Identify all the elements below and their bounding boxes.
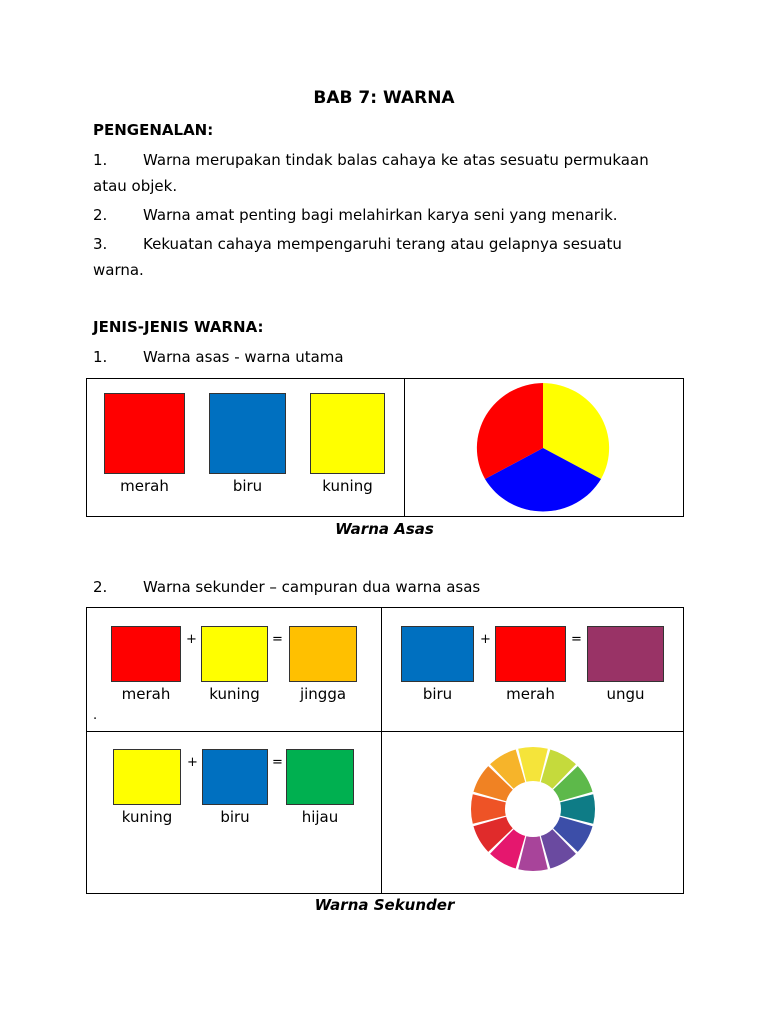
table-divider	[404, 378, 405, 517]
stray-dot: .	[93, 708, 98, 723]
mix2-label-ungu: ungu	[606, 685, 645, 703]
swatch-label-kuning: kuning	[322, 477, 373, 495]
mix3-label-kuning: kuning	[121, 808, 173, 826]
color-wheel-image	[466, 745, 600, 873]
secondary-table-hdivider	[86, 731, 684, 732]
types-heading: JENIS-JENIS WARNA:	[93, 318, 264, 336]
swatch-kuning	[310, 393, 385, 474]
equals-sign: =	[272, 632, 283, 647]
mix2-label-merah: merah	[506, 685, 555, 703]
plus-sign: +	[187, 755, 198, 770]
primary-number: 1.	[93, 348, 108, 366]
mix3-swatch-biru	[202, 749, 268, 805]
secondary-table-vdivider	[381, 607, 382, 894]
mix1-label-merah: merah	[121, 685, 171, 703]
intro-item-2-line1: Warna amat penting bagi melahirkan karya seni yang menarik.	[143, 206, 618, 224]
mix1-swatch-kuning	[201, 626, 268, 682]
swatch-merah	[104, 393, 185, 474]
mix1-swatch-merah	[111, 626, 181, 682]
mix3-swatch-hijau	[286, 749, 354, 805]
secondary-caption: Warna Sekunder	[314, 896, 455, 914]
plus-sign: +	[186, 632, 197, 647]
mix3-label-hijau: hijau	[301, 808, 339, 826]
equals-sign: =	[571, 632, 582, 647]
intro-item-2-number: 2.	[93, 206, 108, 224]
plus-sign: +	[480, 632, 491, 647]
intro-item-3-line1: Kekuatan cahaya mempengaruhi terang atau gelapnya sesuatu	[143, 235, 622, 253]
primary-color-pie-image	[470, 380, 616, 516]
mix3-swatch-kuning	[113, 749, 181, 805]
equals-sign: =	[272, 755, 283, 770]
mix2-swatch-ungu	[587, 626, 664, 682]
mix1-label-kuning: kuning	[209, 685, 260, 703]
page-title: BAB 7: WARNA	[313, 88, 455, 108]
intro-item-1-line1: Warna merupakan tindak balas cahaya ke atas sesuatu permukaan	[143, 151, 649, 169]
intro-item-3-number: 3.	[93, 235, 108, 253]
intro-item-1-line2: atau objek.	[93, 177, 178, 195]
swatch-biru	[209, 393, 286, 474]
primary-label: Warna asas - warna utama	[143, 348, 344, 366]
intro-heading: PENGENALAN:	[93, 121, 214, 139]
mix1-swatch-jingga	[289, 626, 357, 682]
mix2-swatch-biru	[401, 626, 474, 682]
mix3-label-biru: biru	[220, 808, 250, 826]
mix2-label-biru: biru	[422, 685, 453, 703]
swatch-label-merah: merah	[120, 477, 169, 495]
mix2-swatch-merah	[495, 626, 566, 682]
swatch-label-biru: biru	[232, 477, 263, 495]
primary-caption: Warna Asas	[335, 520, 434, 538]
intro-item-3-line2: warna.	[93, 261, 144, 279]
secondary-number: 2.	[93, 578, 108, 596]
mix1-label-jingga: jingga	[299, 685, 347, 703]
intro-item-1-number: 1.	[93, 151, 108, 169]
secondary-label: Warna sekunder – campuran dua warna asas	[143, 578, 481, 596]
